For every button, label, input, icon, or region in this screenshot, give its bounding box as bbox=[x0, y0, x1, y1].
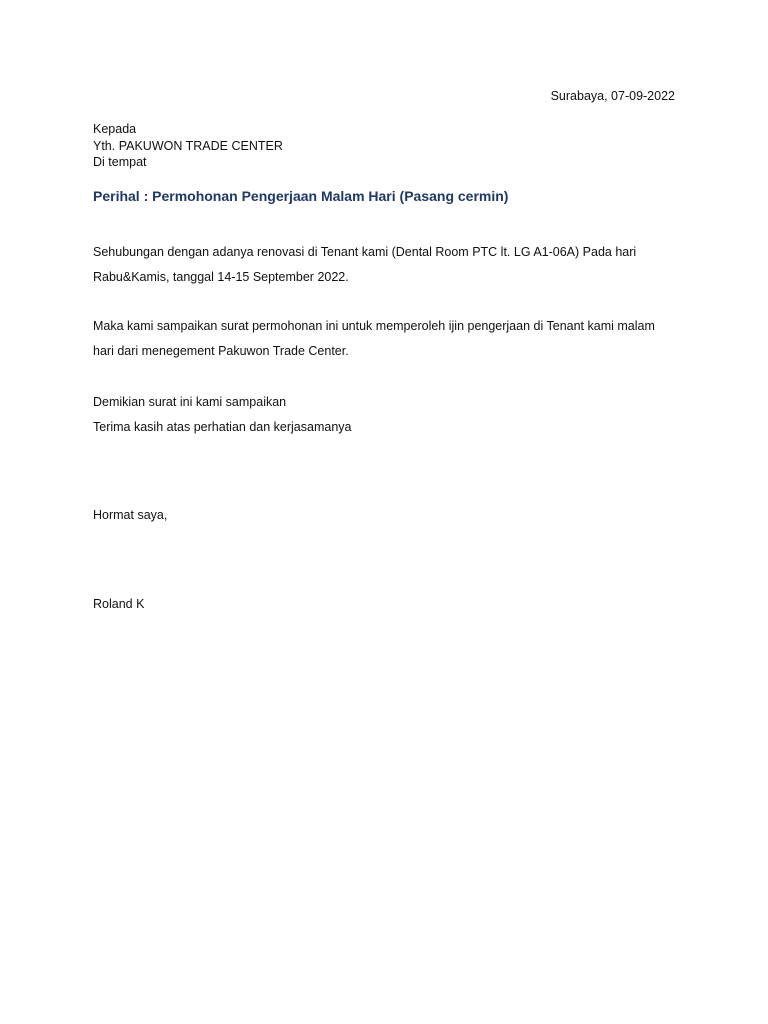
signer-name: Roland K bbox=[93, 597, 145, 611]
body-paragraph-2: Maka kami sampaikan surat permohonan ini untuk memperoleh ijin pengerjaan di Tenant kami malam hari dari menegement Pakuwon Trade Center. bbox=[93, 319, 655, 358]
closing-block bbox=[93, 390, 351, 439]
recipient-location: Di tempat bbox=[93, 155, 147, 169]
recipient-salutation: Kepada bbox=[93, 122, 137, 136]
recipient-addressee: Yth. PAKUWON TRADE CENTER bbox=[93, 138, 283, 153]
letter-date: Surabaya, 07-09-2022 bbox=[550, 89, 675, 103]
closing-line-1: Demikian surat ini kami sampaikan bbox=[93, 395, 287, 409]
recipient-block bbox=[93, 121, 283, 171]
letter-greeting: Hormat saya, bbox=[93, 508, 168, 522]
letter-subject: Perihal : Permohonan Pengerjaan Malam Hari (Pasang cermin) bbox=[93, 188, 509, 204]
closing-line-2: Terima kasih atas perhatian dan kerjasamanya bbox=[93, 419, 352, 434]
body-paragraph-1: Sehubungan dengan adanya renovasi di Tenant kami (Dental Room PTC lt. LG A1-06A) Pada hari Rabu&Kamis, tanggal 14-15 September 2022. bbox=[93, 245, 637, 284]
